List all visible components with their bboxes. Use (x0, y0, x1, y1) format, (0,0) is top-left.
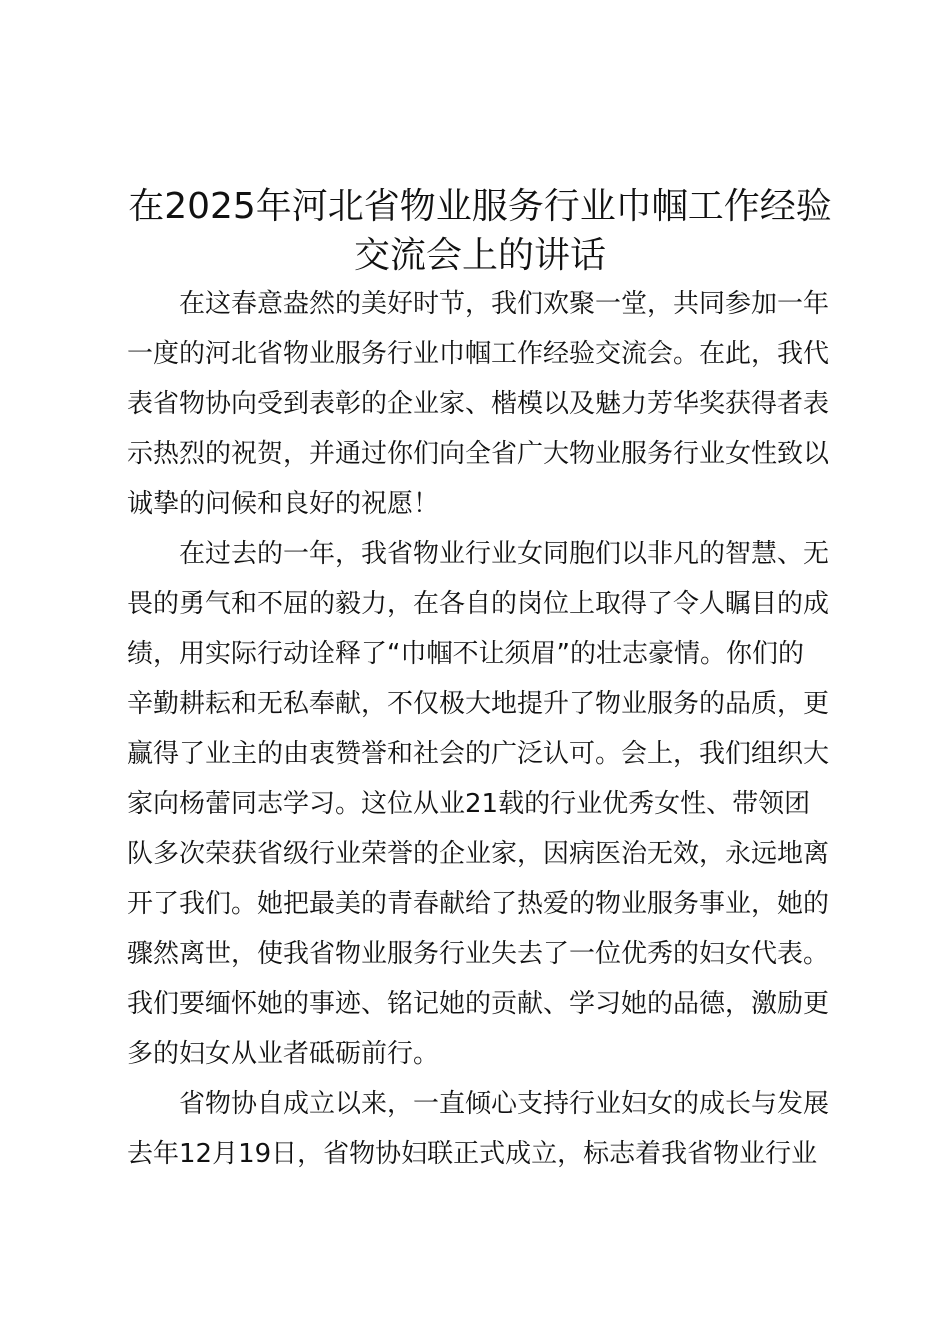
body-text-line: 我们要缅怀她的事迹、铭记她的贡献、学习她的品德，激励更 (127, 989, 830, 1019)
body-text-line: 在过去的一年，我省物业行业女同胞们以非凡的智慧、无 (127, 539, 830, 569)
body-text-line: 赢得了业主的由衷赞誉和社会的广泛认可。会上，我们组织大 (127, 739, 830, 769)
body-text-line: 开了我们。她把最美的青春献给了热爱的物业服务事业，她的 (127, 889, 830, 919)
body-text-line: 省物协自成立以来，一直倾心支持行业妇女的成长与发展 (127, 1089, 830, 1119)
document-title-line-1: 在2025年河北省物业服务行业巾帼工作经验 (128, 186, 832, 227)
body-text-line: 绩，用实际行动诠释了“巾帼不让须眉”的壮志豪情。你们的 (127, 639, 804, 669)
body-text-line: 骤然离世，使我省物业服务行业失去了一位优秀的妇女代表。 (127, 939, 830, 969)
document-title-line-2: 交流会上的讲话 (353, 235, 606, 276)
body-text-line: 畏的勇气和不屈的毅力，在各自的岗位上取得了令人瞩目的成 (127, 589, 830, 619)
body-text-line: 队多次荣获省级行业荣誉的企业家，因病医治无效，永远地离 (127, 839, 830, 869)
body-text-line: 辛勤耕耘和无私奉献，不仅极大地提升了物业服务的品质，更 (127, 689, 830, 719)
body-text-line: 多的妇女从业者砥砺前行。 (127, 1039, 440, 1069)
body-text-line: 去年12月19日，省物协妇联正式成立，标志着我省物业行业 (127, 1139, 818, 1169)
body-text-line: 诚挚的问候和良好的祝愿！ (127, 489, 440, 519)
body-text-line: 家向杨蕾同志学习。这位从业21载的行业优秀女性、带领团 (127, 789, 811, 819)
body-text-line: 在这春意盎然的美好时节，我们欢聚一堂，共同参加一年 (127, 289, 830, 319)
body-text-line: 表省物协向受到表彰的企业家、楷模以及魅力芳华奖获得者表 (127, 389, 830, 419)
body-text-line: 示热烈的祝贺，并通过你们向全省广大物业服务行业女性致以 (127, 439, 830, 469)
body-text-line: 一度的河北省物业服务行业巾帼工作经验交流会。在此，我代 (127, 339, 830, 369)
